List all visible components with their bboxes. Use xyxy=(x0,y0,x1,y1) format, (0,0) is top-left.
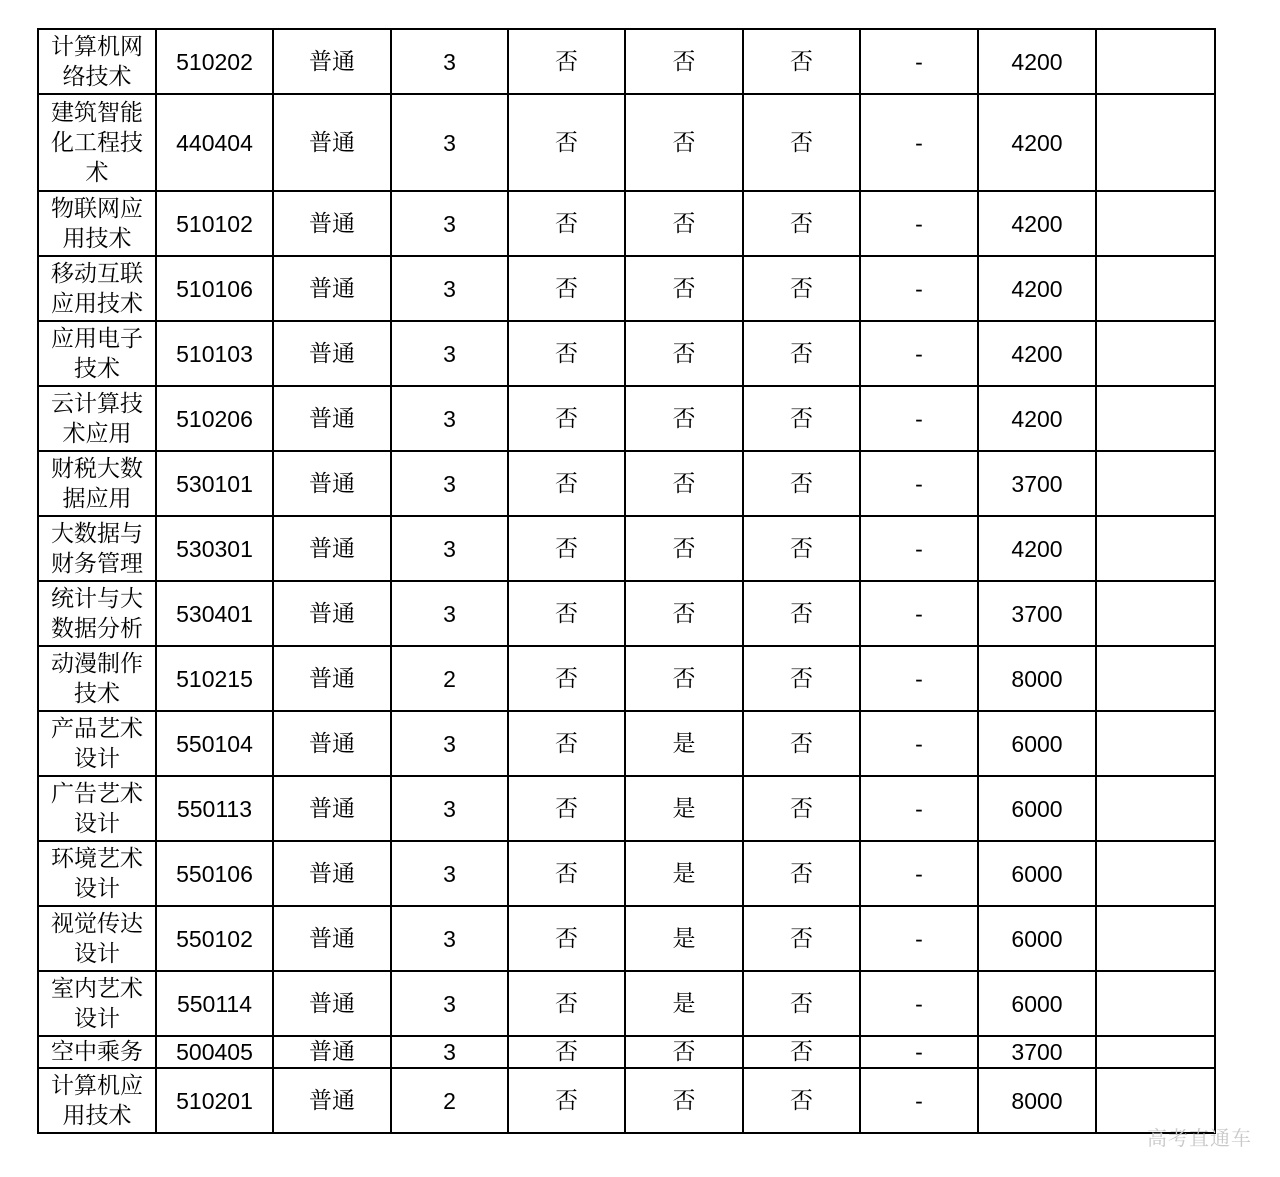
watermark: 高考直通车 xyxy=(1147,1126,1252,1150)
table-row xyxy=(38,906,1215,971)
years-cell: 3 xyxy=(391,581,508,646)
major-name-cell: 产品艺术设计 xyxy=(38,711,156,776)
major-name-cell: 大数据与财务管理 xyxy=(38,516,156,581)
major-name-cell: 统计与大数据分析 xyxy=(38,581,156,646)
years-cell: 2 xyxy=(391,646,508,711)
major-code-cell: 510103 xyxy=(156,321,273,386)
table-row xyxy=(38,29,1215,94)
table-row xyxy=(38,94,1215,191)
flag-cell: 否 xyxy=(743,841,860,906)
type-cell: 普通 xyxy=(273,646,391,711)
flag-cell: 否 xyxy=(508,1036,625,1068)
fee-cell: 6000 xyxy=(978,776,1096,841)
major-code-cell: 510215 xyxy=(156,646,273,711)
major-code-cell: 510206 xyxy=(156,386,273,451)
flag-cell: 否 xyxy=(508,516,625,581)
flag-cell: 否 xyxy=(625,386,743,451)
major-name-cell: 环境艺术设计 xyxy=(38,841,156,906)
note-cell xyxy=(1096,906,1215,971)
dash-cell: - xyxy=(860,906,978,971)
table-row xyxy=(38,711,1215,776)
flag-cell: 否 xyxy=(743,191,860,256)
note-cell xyxy=(1096,581,1215,646)
type-cell: 普通 xyxy=(273,711,391,776)
major-name-cell: 动漫制作技术 xyxy=(38,646,156,711)
flag-cell: 否 xyxy=(508,94,625,191)
flag-cell: 否 xyxy=(743,256,860,321)
fee-cell: 4200 xyxy=(978,94,1096,191)
years-cell: 3 xyxy=(391,971,508,1036)
type-cell: 普通 xyxy=(273,776,391,841)
table-row xyxy=(38,776,1215,841)
dash-cell: - xyxy=(860,191,978,256)
flag-cell: 否 xyxy=(743,776,860,841)
dash-cell: - xyxy=(860,321,978,386)
note-cell xyxy=(1096,451,1215,516)
flag-cell: 否 xyxy=(508,646,625,711)
major-code-cell: 550113 xyxy=(156,776,273,841)
table-row xyxy=(38,971,1215,1036)
flag-cell: 否 xyxy=(743,711,860,776)
flag-cell: 否 xyxy=(625,581,743,646)
note-cell xyxy=(1096,94,1215,191)
major-name-cell: 物联网应用技术 xyxy=(38,191,156,256)
table-row xyxy=(38,321,1215,386)
type-cell: 普通 xyxy=(273,1036,391,1068)
note-cell xyxy=(1096,841,1215,906)
fee-cell: 8000 xyxy=(978,646,1096,711)
flag-cell: 否 xyxy=(625,1068,743,1133)
major-name-cell: 室内艺术设计 xyxy=(38,971,156,1036)
note-cell xyxy=(1096,646,1215,711)
major-code-cell: 550114 xyxy=(156,971,273,1036)
table-row xyxy=(38,646,1215,711)
years-cell: 3 xyxy=(391,906,508,971)
table-row xyxy=(38,386,1215,451)
note-cell xyxy=(1096,29,1215,94)
major-name-cell: 建筑智能化工程技术 xyxy=(38,94,156,191)
major-code-cell: 440404 xyxy=(156,94,273,191)
flag-cell: 是 xyxy=(625,711,743,776)
dash-cell: - xyxy=(860,29,978,94)
note-cell xyxy=(1096,711,1215,776)
type-cell: 普通 xyxy=(273,451,391,516)
flag-cell: 否 xyxy=(508,386,625,451)
flag-cell: 否 xyxy=(625,94,743,191)
years-cell: 3 xyxy=(391,776,508,841)
flag-cell: 否 xyxy=(743,1068,860,1133)
years-cell: 3 xyxy=(391,451,508,516)
years-cell: 3 xyxy=(391,256,508,321)
flag-cell: 否 xyxy=(508,321,625,386)
type-cell: 普通 xyxy=(273,971,391,1036)
note-cell xyxy=(1096,516,1215,581)
flag-cell: 否 xyxy=(743,29,860,94)
flag-cell: 否 xyxy=(743,321,860,386)
dash-cell: - xyxy=(860,256,978,321)
type-cell: 普通 xyxy=(273,581,391,646)
dash-cell: - xyxy=(860,581,978,646)
years-cell: 3 xyxy=(391,29,508,94)
years-cell: 3 xyxy=(391,711,508,776)
majors-table xyxy=(37,28,1216,1134)
years-cell: 3 xyxy=(391,94,508,191)
flag-cell: 否 xyxy=(625,646,743,711)
type-cell: 普通 xyxy=(273,906,391,971)
type-cell: 普通 xyxy=(273,516,391,581)
fee-cell: 4200 xyxy=(978,321,1096,386)
flag-cell: 否 xyxy=(743,906,860,971)
flag-cell: 否 xyxy=(508,29,625,94)
flag-cell: 否 xyxy=(743,1036,860,1068)
flag-cell: 否 xyxy=(508,906,625,971)
dash-cell: - xyxy=(860,1036,978,1068)
type-cell: 普通 xyxy=(273,256,391,321)
type-cell: 普通 xyxy=(273,191,391,256)
major-code-cell: 550102 xyxy=(156,906,273,971)
major-name-cell: 财税大数据应用 xyxy=(38,451,156,516)
years-cell: 3 xyxy=(391,321,508,386)
flag-cell: 否 xyxy=(508,256,625,321)
dash-cell: - xyxy=(860,646,978,711)
note-cell xyxy=(1096,1036,1215,1068)
note-cell xyxy=(1096,971,1215,1036)
note-cell xyxy=(1096,321,1215,386)
flag-cell: 否 xyxy=(743,94,860,191)
table-row xyxy=(38,1068,1215,1133)
major-name-cell: 广告艺术设计 xyxy=(38,776,156,841)
flag-cell: 是 xyxy=(625,841,743,906)
major-name-cell: 计算机应用技术 xyxy=(38,1068,156,1133)
note-cell xyxy=(1096,386,1215,451)
major-code-cell: 510201 xyxy=(156,1068,273,1133)
major-code-cell: 530401 xyxy=(156,581,273,646)
flag-cell: 否 xyxy=(625,516,743,581)
type-cell: 普通 xyxy=(273,1068,391,1133)
flag-cell: 否 xyxy=(508,971,625,1036)
flag-cell: 否 xyxy=(743,581,860,646)
type-cell: 普通 xyxy=(273,841,391,906)
fee-cell: 3700 xyxy=(978,581,1096,646)
fee-cell: 4200 xyxy=(978,256,1096,321)
major-code-cell: 550106 xyxy=(156,841,273,906)
fee-cell: 3700 xyxy=(978,1036,1096,1068)
years-cell: 3 xyxy=(391,1036,508,1068)
dash-cell: - xyxy=(860,94,978,191)
note-cell xyxy=(1096,256,1215,321)
type-cell: 普通 xyxy=(273,321,391,386)
major-name-cell: 移动互联应用技术 xyxy=(38,256,156,321)
table-row xyxy=(38,191,1215,256)
flag-cell: 否 xyxy=(508,841,625,906)
years-cell: 3 xyxy=(391,191,508,256)
flag-cell: 否 xyxy=(625,191,743,256)
flag-cell: 否 xyxy=(508,581,625,646)
major-name-cell: 云计算技术应用 xyxy=(38,386,156,451)
dash-cell: - xyxy=(860,516,978,581)
major-code-cell: 500405 xyxy=(156,1036,273,1068)
fee-cell: 6000 xyxy=(978,841,1096,906)
fee-cell: 4200 xyxy=(978,29,1096,94)
fee-cell: 4200 xyxy=(978,516,1096,581)
dash-cell: - xyxy=(860,971,978,1036)
flag-cell: 是 xyxy=(625,906,743,971)
years-cell: 3 xyxy=(391,516,508,581)
table-row xyxy=(38,516,1215,581)
flag-cell: 否 xyxy=(743,386,860,451)
flag-cell: 否 xyxy=(508,776,625,841)
flag-cell: 否 xyxy=(743,646,860,711)
fee-cell: 4200 xyxy=(978,191,1096,256)
fee-cell: 6000 xyxy=(978,906,1096,971)
flag-cell: 是 xyxy=(625,776,743,841)
flag-cell: 否 xyxy=(625,1036,743,1068)
dash-cell: - xyxy=(860,841,978,906)
fee-cell: 4200 xyxy=(978,386,1096,451)
flag-cell: 是 xyxy=(625,971,743,1036)
flag-cell: 否 xyxy=(625,29,743,94)
major-code-cell: 510102 xyxy=(156,191,273,256)
years-cell: 2 xyxy=(391,1068,508,1133)
flag-cell: 否 xyxy=(743,971,860,1036)
flag-cell: 否 xyxy=(508,191,625,256)
major-name-cell: 应用电子技术 xyxy=(38,321,156,386)
major-code-cell: 510202 xyxy=(156,29,273,94)
major-name-cell: 计算机网络技术 xyxy=(38,29,156,94)
years-cell: 3 xyxy=(391,386,508,451)
dash-cell: - xyxy=(860,386,978,451)
flag-cell: 否 xyxy=(508,1068,625,1133)
table-row xyxy=(38,451,1215,516)
note-cell xyxy=(1096,776,1215,841)
fee-cell: 6000 xyxy=(978,971,1096,1036)
note-cell xyxy=(1096,191,1215,256)
fee-cell: 3700 xyxy=(978,451,1096,516)
fee-cell: 8000 xyxy=(978,1068,1096,1133)
flag-cell: 否 xyxy=(743,516,860,581)
type-cell: 普通 xyxy=(273,29,391,94)
years-cell: 3 xyxy=(391,841,508,906)
flag-cell: 否 xyxy=(625,451,743,516)
table-row xyxy=(38,1036,1215,1068)
table-row xyxy=(38,581,1215,646)
table-body xyxy=(38,29,1215,1133)
flag-cell: 否 xyxy=(508,711,625,776)
flag-cell: 否 xyxy=(625,256,743,321)
fee-cell: 6000 xyxy=(978,711,1096,776)
major-name-cell: 空中乘务 xyxy=(38,1036,156,1068)
dash-cell: - xyxy=(860,451,978,516)
dash-cell: - xyxy=(860,711,978,776)
table-row xyxy=(38,841,1215,906)
dash-cell: - xyxy=(860,1068,978,1133)
major-code-cell: 530301 xyxy=(156,516,273,581)
flag-cell: 否 xyxy=(625,321,743,386)
dash-cell: - xyxy=(860,776,978,841)
major-code-cell: 530101 xyxy=(156,451,273,516)
table-row xyxy=(38,256,1215,321)
major-code-cell: 550104 xyxy=(156,711,273,776)
major-name-cell: 视觉传达设计 xyxy=(38,906,156,971)
type-cell: 普通 xyxy=(273,94,391,191)
type-cell: 普通 xyxy=(273,386,391,451)
major-code-cell: 510106 xyxy=(156,256,273,321)
flag-cell: 否 xyxy=(508,451,625,516)
flag-cell: 否 xyxy=(743,451,860,516)
